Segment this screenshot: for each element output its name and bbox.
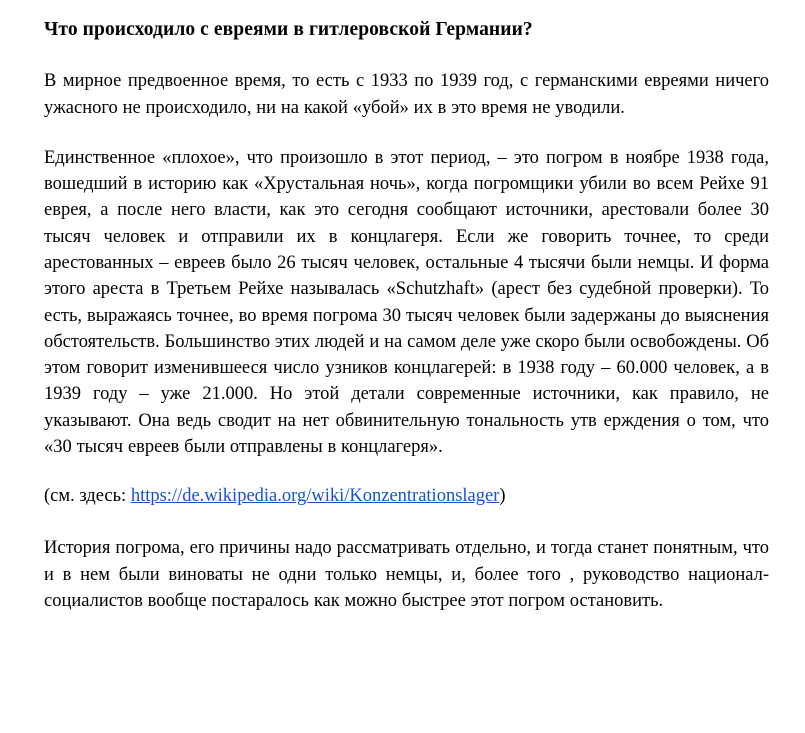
source-note bbox=[44, 483, 769, 509]
page-title: Что происходило с евреями в гитлеровской Германии? bbox=[44, 19, 533, 40]
wikipedia-link[interactable]: https://de.wikipedia.org/wiki/Konzentrationslager bbox=[130, 486, 500, 507]
paragraph-1: В мирное предвоенное время, то есть с 1933 по 1939 год, с германскими евреями ничего ужасного не происходило, ни на какой «убой» их в это время не уводили. bbox=[44, 71, 769, 118]
paragraph-3: История погрома, его причины надо рассматривать отдельно, и тогда станет понятным, что и в нем были виноваты не одни только немцы, и, более того , руководство национал-социалистов вообще постаралось как можно быстрее этот погром остановить. bbox=[44, 538, 769, 611]
source-note-suffix: ) bbox=[499, 486, 506, 507]
paragraph-2: Единственное «плохое», что произошло в этот период, – это погром в ноябре 1938 года, вошедший в историю как «Хрустальная ночь», когда погромщики убили во всем Рейхе 91 еврея, а после него власти, как это сегодня сообщают источники, арестовали более 30 тысяч человек и отправили их в концлагеря. Если же говорить точнее, то среди арестованных – евреев было 26 тысяч человек, остальные 4 тысячи были немцы. И форма этого ареста в Третьем Рейхе называлась «Schutzhaft» (арест без судебной проверки). То есть, выражаясь точнее, во время погрома 30 тысяч человек были задержаны до выяснения обстоятельств. Большинство этих людей и на самом деле уже скоро были освобождены. Об этом говорит изменившееся число узников концлагерей: в 1938 году – 60.000 человек, а в 1939 году – уже 21.000. Но этой детали современные источники, как правило, не указывают. Она ведь сводит на нет обвинительную тональность утв ерждения о том, что «30 тысяч евреев были отправлены в концлагеря». bbox=[44, 147, 769, 457]
source-note-prefix: (см. здесь: bbox=[44, 486, 131, 507]
